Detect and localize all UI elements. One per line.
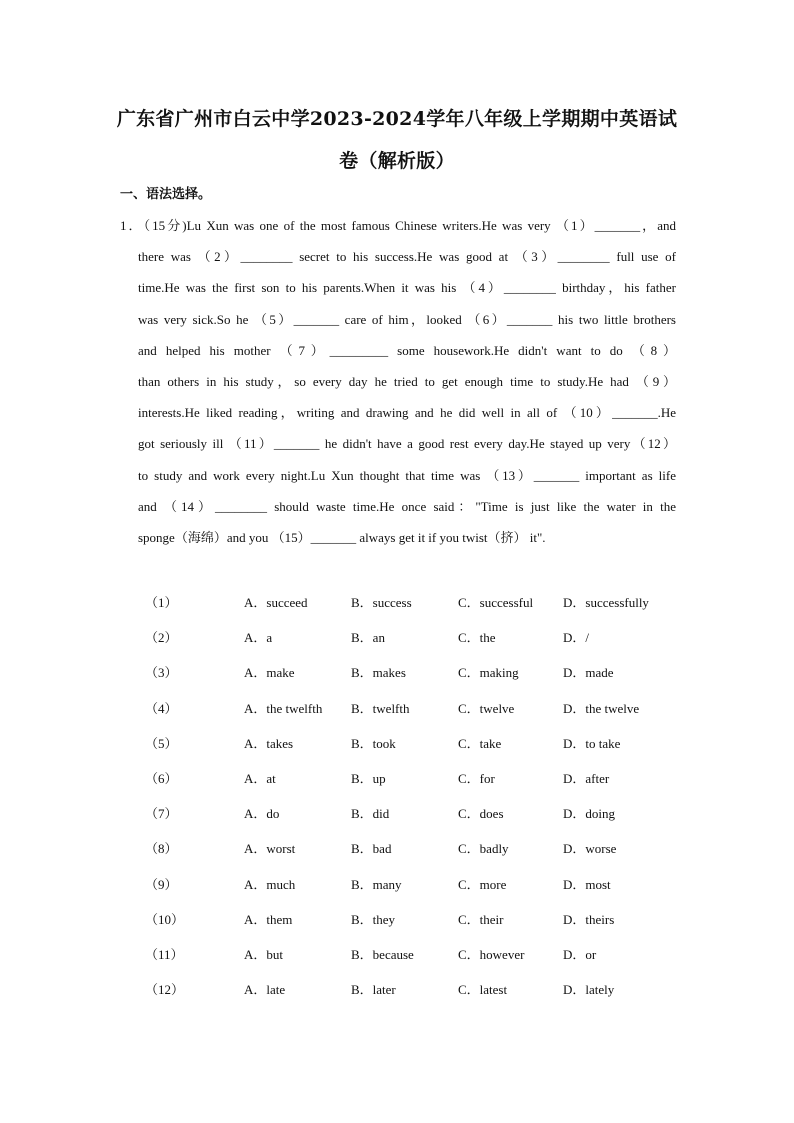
- option-c: C．take: [458, 735, 502, 751]
- passage-line: and （14）________ should waste time.He once said："Time is just like the water in the: [138, 498, 676, 514]
- option-c: C．does: [458, 806, 504, 822]
- passage-line: time.He was the first son to his parents.When it was his （4）________ birthday，his father: [138, 280, 676, 296]
- passage-line: and helped his mother （7）_________ some housework.He didn't want to do （8）: [138, 342, 676, 358]
- option-c: C．however: [458, 946, 525, 962]
- option-d: D．lately: [563, 982, 615, 998]
- option-number: （6）: [145, 770, 178, 786]
- passage-line: interests.He liked reading，writing and drawing and he did well in all of （10）_______.He: [138, 405, 676, 421]
- option-number: （1）: [145, 595, 178, 610]
- passage-line: got seriously ill （11）_______ he didn't have a good rest every day.He stayed up very（12）: [138, 436, 676, 452]
- option-b: B．up: [351, 770, 386, 786]
- option-d: D．doing: [563, 806, 616, 822]
- option-b: B．many: [351, 876, 402, 892]
- option-c: C．making: [458, 665, 519, 681]
- option-c: C．more: [458, 876, 507, 892]
- option-b: B．an: [351, 630, 385, 646]
- option-a: A．late: [244, 982, 286, 998]
- option-d: D．the twelve: [563, 700, 640, 716]
- option-number: （7）: [145, 806, 178, 822]
- option-d: D．/: [563, 630, 590, 646]
- option-a: A．takes: [244, 735, 294, 751]
- option-d: D．or: [563, 946, 597, 962]
- option-number: （3）: [145, 665, 178, 681]
- section-heading: 一、语法选择。: [120, 187, 212, 202]
- option-d: D．most: [563, 876, 611, 892]
- option-a: A．do: [244, 806, 280, 822]
- option-d: D．theirs: [563, 911, 615, 927]
- option-number: （8）: [145, 841, 178, 857]
- option-number: （5）: [145, 735, 178, 751]
- option-b: B．bad: [351, 841, 392, 857]
- page-title-line-1: 广东省广州市白云中学2023-2024学年八年级上学期期中英语试: [116, 108, 678, 130]
- option-number: （10）: [145, 911, 185, 927]
- option-a: A．worst: [244, 841, 296, 857]
- option-a: A．a: [244, 630, 273, 646]
- passage-line: was very sick.So he （5）_______ care of him，looked （6）_______ his two little brothers: [138, 311, 676, 327]
- passage-line: 1．（15分)Lu Xun was one of the most famous Chinese writers.He was very （1）_______，and: [120, 218, 676, 233]
- option-number: （11）: [145, 946, 184, 962]
- option-b: B．later: [351, 982, 396, 998]
- option-b: B．took: [351, 735, 396, 751]
- option-b: B．did: [351, 806, 390, 822]
- option-b: B．success: [351, 595, 412, 610]
- passage-line: sponge（海绵）and you （15）_______ always get it if you twist（挤） it".: [138, 529, 546, 545]
- option-number: （4）: [145, 700, 178, 716]
- option-number: （2）: [145, 630, 178, 646]
- option-d: D．successfully: [563, 595, 649, 610]
- passage-line: there was （2）________ secret to his success.He was good at （3）________ full use of: [138, 249, 676, 265]
- option-c: C．twelve: [458, 700, 515, 716]
- option-a: A．them: [244, 911, 293, 927]
- option-c: C．successful: [458, 595, 534, 610]
- option-b: B．twelfth: [351, 700, 410, 716]
- option-d: D．worse: [563, 841, 617, 857]
- option-c: C．for: [458, 770, 495, 786]
- passage-line: than others in his study，so every day he tried to get enough time to study.He had （9）: [138, 373, 676, 389]
- page-title-line-2: 卷（解析版）: [339, 150, 455, 172]
- option-d: D．after: [563, 770, 610, 786]
- option-number: （12）: [145, 982, 185, 998]
- option-b: B．makes: [351, 665, 406, 681]
- option-c: C．latest: [458, 982, 508, 998]
- passage-line: to study and work every night.Lu Xun thought that time was （13）_______ important as life: [138, 467, 676, 483]
- option-c: C．their: [458, 911, 504, 927]
- option-a: A．the twelfth: [244, 700, 323, 716]
- option-d: D．to take: [563, 735, 621, 751]
- option-a: A．succeed: [244, 595, 308, 610]
- question-passage: [120, 213, 676, 556]
- option-a: A．but: [244, 946, 284, 962]
- option-b: B．they: [351, 911, 396, 927]
- option-a: A．much: [244, 876, 296, 892]
- option-d: D．made: [563, 665, 614, 681]
- option-c: C．the: [458, 630, 496, 646]
- option-a: A．make: [244, 665, 295, 681]
- option-a: A．at: [244, 770, 276, 786]
- option-b: B．because: [351, 946, 414, 962]
- option-number: （9）: [145, 876, 178, 892]
- option-c: C．badly: [458, 841, 509, 857]
